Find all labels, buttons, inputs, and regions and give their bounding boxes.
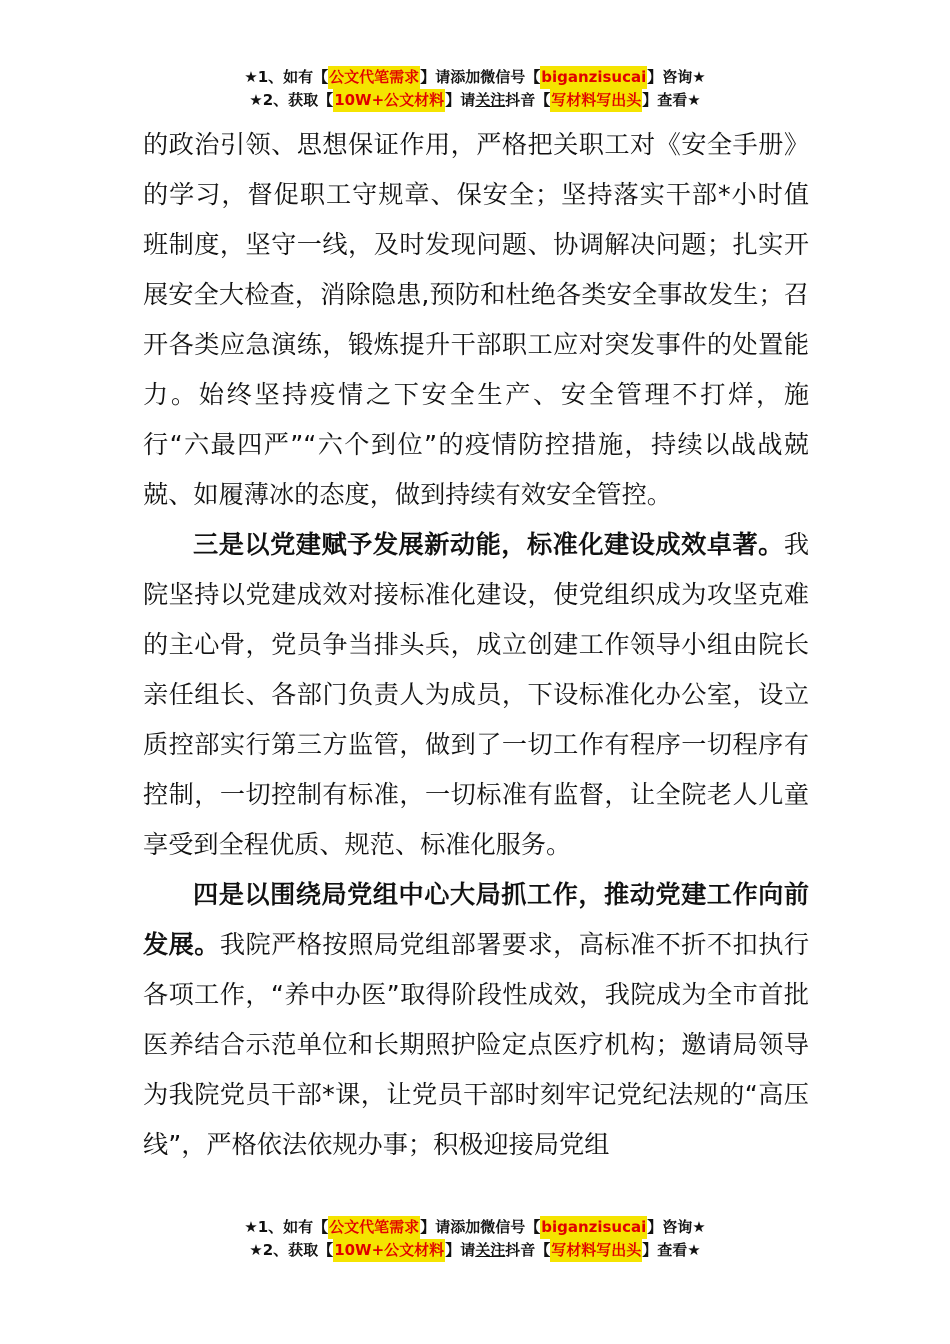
promo-text: ★2、获取【 <box>249 1241 334 1259</box>
paragraph-2 <box>143 520 809 870</box>
promo-text: 抖音【 <box>505 91 551 109</box>
promo-highlight: 公文代笔需求 <box>328 1216 420 1239</box>
promo-line-1 <box>0 66 950 89</box>
wechat-id-highlight: biganzisucai <box>540 1216 647 1239</box>
promo-text: 】请添加微信号【 <box>420 68 541 86</box>
promo-text: ★2、获取【 <box>249 91 334 109</box>
paragraph-3-lead: 四是以围绕局党组中心大局抓工作，推动党建工作向前发展。 <box>143 880 809 959</box>
promo-text: 】查看★ <box>642 1241 701 1259</box>
promo-underlined-text: 关注 <box>475 91 506 109</box>
footer-promo-banner <box>0 1216 950 1262</box>
paragraph-2-text: 我院坚持以党建成效对接标准化建设，使党组织成为攻坚克难的主心骨，党员争当排头兵，成立创建工作领导小组由院长亲任组长、各部门负责人为成员，下设标准化办公室，设立质控部实行第三方监管，做到了一切工作有程序一切程序有控制，一切控制有标准，一切标准有监督，让全院老人儿童享受到全程优质、规范、标准化服务。 <box>143 530 809 859</box>
promo-line-2 <box>0 1239 950 1262</box>
promo-text: ★1、如有【 <box>244 1218 329 1236</box>
promo-underlined-text: 关注 <box>475 1241 506 1259</box>
promo-highlight: 公文代笔需求 <box>328 66 420 89</box>
promo-text: 】请添加微信号【 <box>420 1218 541 1236</box>
promo-text: 】请 <box>445 1241 476 1259</box>
paragraph-3-text: 我院严格按照局党组部署要求，高标准不折不扣执行各项工作，“养中办医”取得阶段性成效，我院成为全市首批医养结合示范单位和长期照护险定点医疗机构；邀请局领导为我院党员干部*课，让党员干部时刻牢记党纪法规的“高压线”，严格依法依规办事；积极迎接局党组 <box>143 930 810 1159</box>
promo-text: 】咨询★ <box>647 68 706 86</box>
document-body <box>143 120 809 1170</box>
douyin-highlight: 写材料写出头 <box>550 89 642 112</box>
header-promo-banner <box>0 66 950 112</box>
paragraph-2-lead: 三是以党建赋予发展新动能，标准化建设成效卓著。 <box>193 530 784 559</box>
paragraph-3 <box>143 870 809 1170</box>
promo-highlight: 10W+公文材料 <box>333 89 445 112</box>
douyin-highlight: 写材料写出头 <box>550 1239 642 1262</box>
promo-line-1 <box>0 1216 950 1239</box>
paragraph-1: 的政治引领、思想保证作用，严格把关职工对《安全手册》的学习，督促职工守规章、保安全；坚持落实干部*小时值班制度，坚守一线，及时发现问题、协调解决问题；扎实开展安全大检查，消除隐患,预防和杜绝各类安全事故发生；召开各类应急演练，锻炼提升干部职工应对突发事件的处置能力。始终坚持疫情之下安全生产、安全管理不打烊，施行“六最四严”“六个到位”的疫情防控措施，持续以战战兢兢、如履薄冰的态度，做到持续有效安全管控。 <box>143 130 809 509</box>
promo-line-2 <box>0 89 950 112</box>
promo-text: 抖音【 <box>505 1241 551 1259</box>
promo-text: 】请 <box>445 91 476 109</box>
promo-highlight: 10W+公文材料 <box>333 1239 445 1262</box>
wechat-id-highlight: biganzisucai <box>540 66 647 89</box>
promo-text: 】查看★ <box>642 91 701 109</box>
promo-text: 】咨询★ <box>647 1218 706 1236</box>
promo-text: ★1、如有【 <box>244 68 329 86</box>
